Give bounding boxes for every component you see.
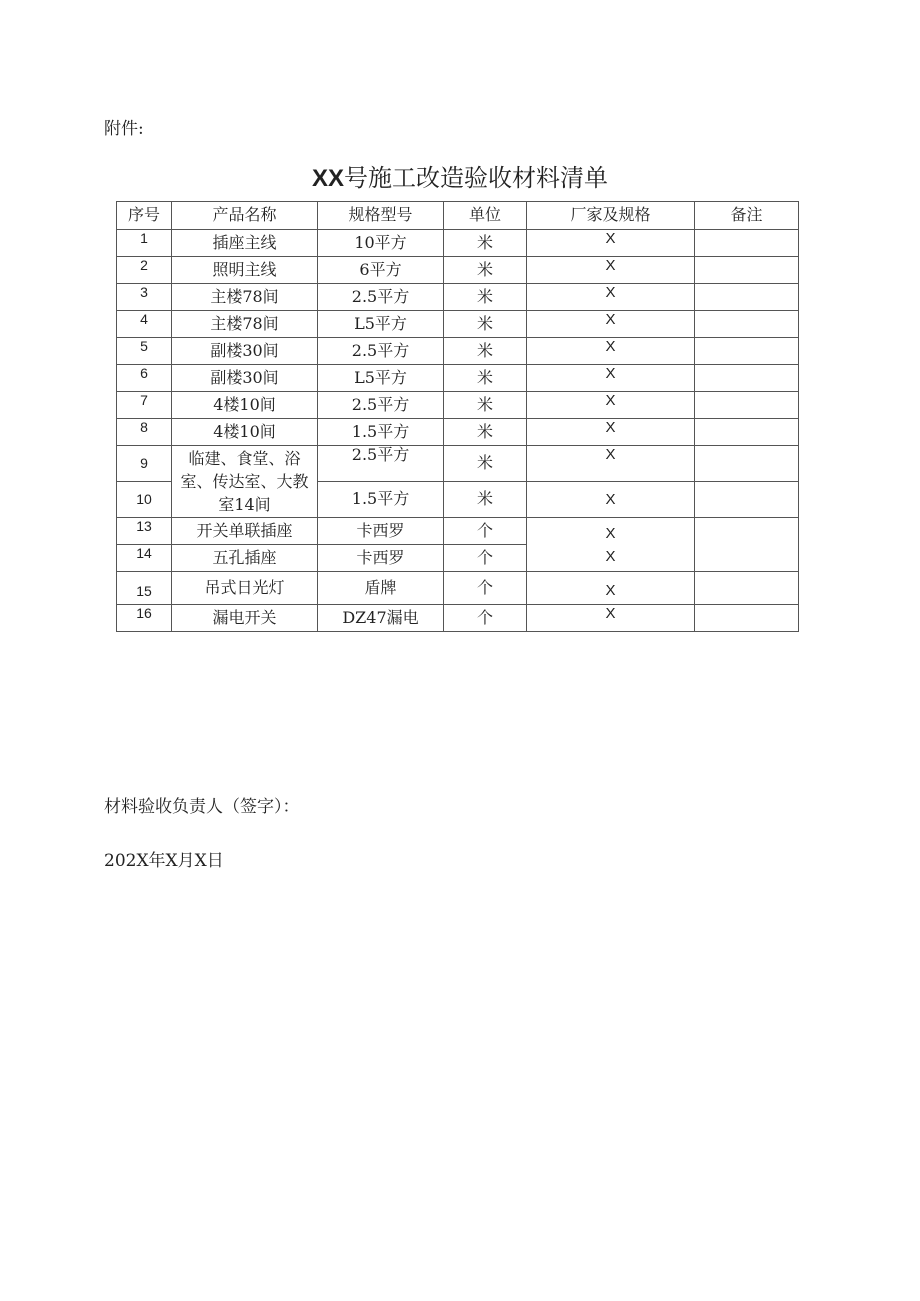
header-seq: 序号 <box>117 202 172 230</box>
spec-cell: 1.5平方 <box>318 482 444 518</box>
header-product-name: 产品名称 <box>172 202 318 230</box>
note-cell <box>695 572 799 605</box>
header-row <box>117 202 799 230</box>
name-cell: 漏电开关 <box>172 605 318 632</box>
name-cell: 4楼10间 <box>172 392 318 419</box>
seq-cell: 15 <box>117 572 172 605</box>
table-row <box>117 230 799 257</box>
unit-cell: 米 <box>444 365 527 392</box>
table-row <box>117 419 799 446</box>
unit-cell: 米 <box>444 257 527 284</box>
note-cell <box>695 338 799 365</box>
name-cell: 副楼30间 <box>172 365 318 392</box>
unit-cell: 米 <box>444 419 527 446</box>
maker-cell-merged <box>527 518 695 572</box>
unit-cell: 个 <box>444 572 527 605</box>
seq-cell: 9 <box>117 446 172 482</box>
note-cell <box>695 605 799 632</box>
materials-table <box>116 201 799 632</box>
seq-cell: 5 <box>117 338 172 365</box>
name-cell: 照明主线 <box>172 257 318 284</box>
seq-cell: 14 <box>117 545 172 572</box>
maker-cell: X <box>527 284 695 311</box>
seq-cell: 1 <box>117 230 172 257</box>
unit-cell: 米 <box>444 446 527 482</box>
spec-cell: L5平方 <box>318 365 444 392</box>
maker-cell: X <box>527 446 695 482</box>
header-unit: 单位 <box>444 202 527 230</box>
name-cell: 副楼30间 <box>172 338 318 365</box>
seq-cell: 16 <box>117 605 172 632</box>
spec-cell: 2.5平方 <box>318 446 444 482</box>
note-cell <box>695 392 799 419</box>
name-cell-merged: 临建、食堂、浴室、传达室、大教室14间 <box>172 446 318 518</box>
name-cell: 插座主线 <box>172 230 318 257</box>
unit-cell: 米 <box>444 284 527 311</box>
maker-mark-b: X <box>605 547 616 565</box>
name-cell: 4楼10间 <box>172 419 318 446</box>
spec-cell: 6平方 <box>318 257 444 284</box>
note-cell <box>695 257 799 284</box>
seq-cell: 10 <box>117 482 172 518</box>
spec-cell: 10平方 <box>318 230 444 257</box>
date-line: 202X年X月X日 <box>104 851 224 871</box>
note-cell <box>695 419 799 446</box>
maker-cell: X <box>527 257 695 284</box>
name-cell: 主楼78间 <box>172 284 318 311</box>
unit-cell: 个 <box>444 518 527 545</box>
header-spec: 规格型号 <box>318 202 444 230</box>
spec-cell: 卡西罗 <box>318 518 444 545</box>
maker-cell: X <box>527 365 695 392</box>
seq-cell: 8 <box>117 419 172 446</box>
name-cell: 五孔插座 <box>172 545 318 572</box>
note-cell <box>695 446 799 482</box>
unit-cell: 米 <box>444 482 527 518</box>
table-row <box>117 572 799 605</box>
spec-cell: 盾牌 <box>318 572 444 605</box>
spec-cell: 2.5平方 <box>318 338 444 365</box>
spec-cell: 1.5平方 <box>318 419 444 446</box>
title-text: 号施工改造验收材料清单 <box>344 164 608 192</box>
note-cell-merged <box>695 518 799 572</box>
table-row <box>117 365 799 392</box>
note-cell <box>695 365 799 392</box>
maker-cell: X <box>527 572 695 605</box>
maker-cell: X <box>527 230 695 257</box>
table-row <box>117 284 799 311</box>
attachment-label: 附件: <box>104 119 144 139</box>
spec-cell: 2.5平方 <box>318 284 444 311</box>
seq-cell: 7 <box>117 392 172 419</box>
maker-cell: X <box>527 482 695 518</box>
note-cell <box>695 230 799 257</box>
maker-cell: X <box>527 311 695 338</box>
table-row <box>117 605 799 632</box>
name-cell: 开关单联插座 <box>172 518 318 545</box>
spec-cell: DZ47漏电 <box>318 605 444 632</box>
spec-cell: 2.5平方 <box>318 392 444 419</box>
unit-cell: 米 <box>444 392 527 419</box>
signature-label: 材料验收负责人（签字）： <box>104 797 300 817</box>
title-prefix: XX <box>311 165 344 192</box>
seq-cell: 6 <box>117 365 172 392</box>
header-maker: 厂家及规格 <box>527 202 695 230</box>
spec-cell: 卡西罗 <box>318 545 444 572</box>
note-cell <box>695 284 799 311</box>
seq-cell: 3 <box>117 284 172 311</box>
table-row <box>117 392 799 419</box>
maker-cell: X <box>527 338 695 365</box>
unit-cell: 米 <box>444 230 527 257</box>
maker-cell: X <box>527 392 695 419</box>
table-row <box>117 518 799 545</box>
maker-cell: X <box>527 419 695 446</box>
seq-cell: 2 <box>117 257 172 284</box>
unit-cell: 米 <box>444 338 527 365</box>
header-note: 备注 <box>695 202 799 230</box>
name-cell: 主楼78间 <box>172 311 318 338</box>
spec-cell: L5平方 <box>318 311 444 338</box>
document-title <box>0 158 920 193</box>
table-row <box>117 257 799 284</box>
unit-cell: 米 <box>444 311 527 338</box>
seq-cell: 4 <box>117 311 172 338</box>
seq-cell: 13 <box>117 518 172 545</box>
note-cell <box>695 311 799 338</box>
maker-mark-a: X <box>605 524 616 542</box>
table-row <box>117 338 799 365</box>
table-row <box>117 446 799 482</box>
maker-cell: X <box>527 605 695 632</box>
unit-cell: 个 <box>444 545 527 572</box>
note-cell <box>695 482 799 518</box>
unit-cell: 个 <box>444 605 527 632</box>
name-cell: 吊式日光灯 <box>172 572 318 605</box>
table-row <box>117 311 799 338</box>
